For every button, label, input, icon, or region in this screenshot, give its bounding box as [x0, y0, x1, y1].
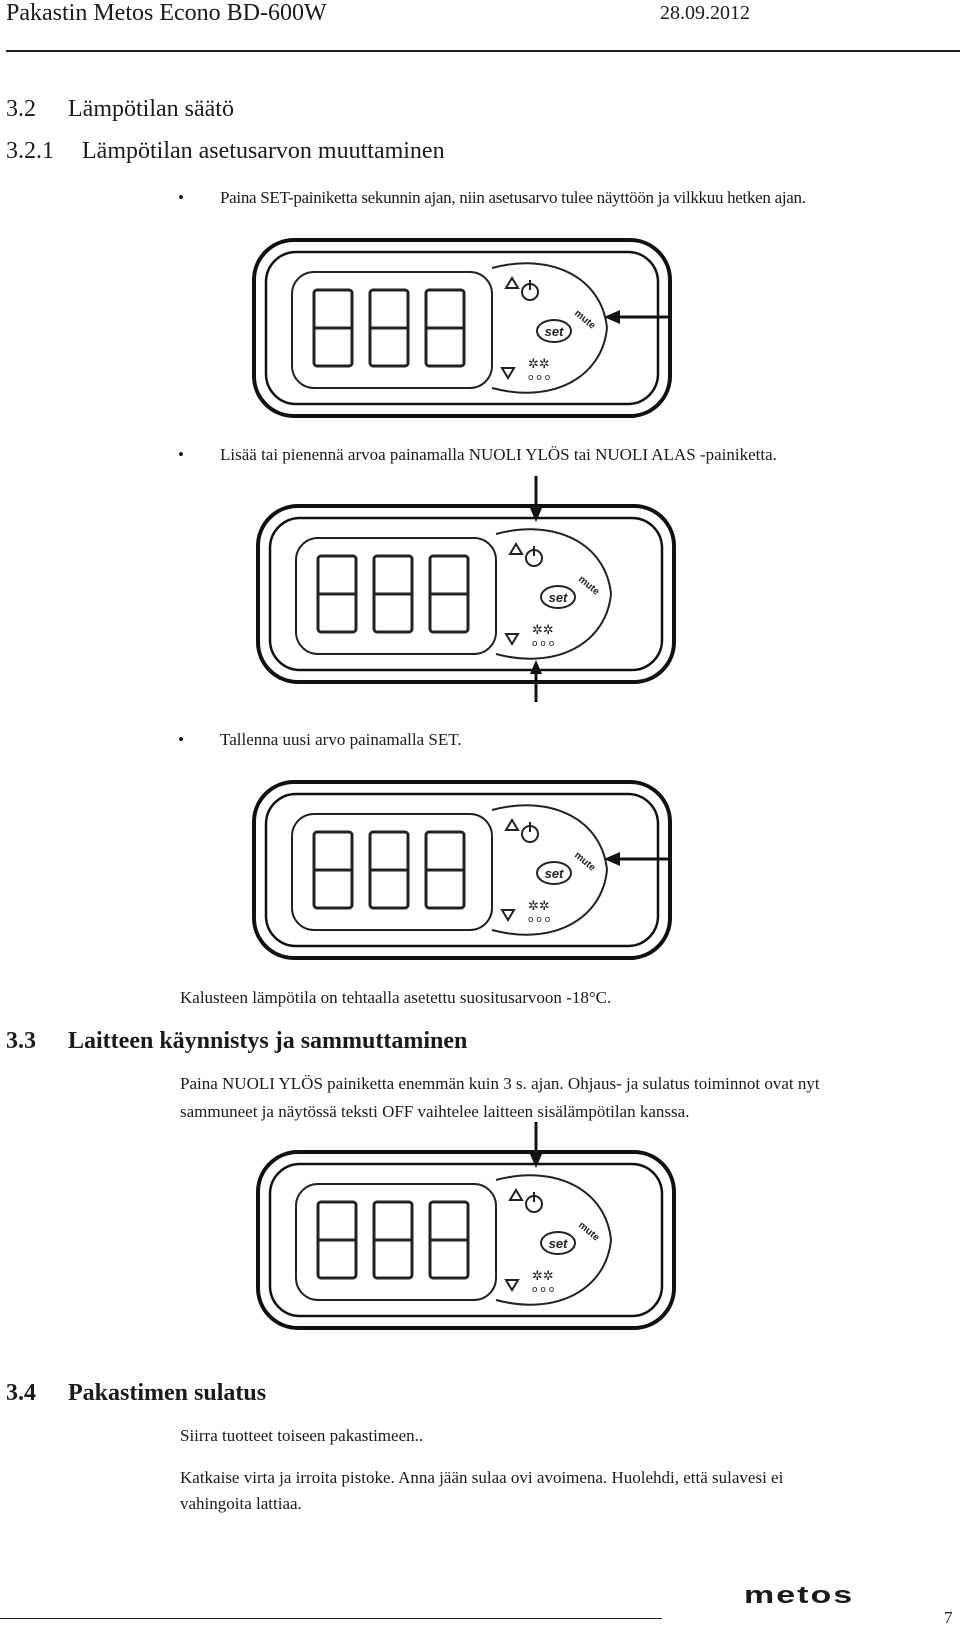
- section-3-2-1-heading: 3.2.1 Lämpötilan asetusarvon muuttaminen: [6, 138, 445, 164]
- section-3-3-paragraph-line-1: Paina NUOLI YLÖS painiketta enemmän kuin 3 s. ajan. Ohjaus- ja sulatus toiminnot ovat nyt: [180, 1074, 820, 1093]
- header-date: 28.09.2012: [660, 2, 750, 24]
- controller-panel-3: [252, 780, 692, 980]
- section-3-4-heading: 3.4 Pakastimen sulatus: [6, 1380, 267, 1406]
- metos-logo: metos: [744, 1582, 855, 1609]
- header-divider: [6, 50, 960, 52]
- factory-setpoint-note: Kalusteen lämpötila on tehtaalla asetettu suositusarvoon -18°C.: [180, 988, 612, 1007]
- bullet-step-1: • Paina SET-painiketta sekunnin ajan, niin asetusarvo tulee näyttöön ja vilkkuu hetken ajan.: [178, 188, 806, 207]
- section-3-3-paragraph-line-2: sammuneet ja näytössä teksti OFF vaihtelee laitteen sisälämpötilan kanssa.: [180, 1102, 690, 1121]
- section-3-4-paragraph-2-line-1: Katkaise virta ja irroita pistoke. Anna jään sulaa ovi avoimena. Huolehdi, että sulavesi ei: [180, 1468, 784, 1487]
- section-3-2-heading: 3.2 Lämpötilan säätö: [6, 96, 234, 122]
- controller-panel-4: [256, 1120, 696, 1340]
- footer-divider: [0, 1618, 662, 1619]
- controller-panel-1: [252, 238, 692, 438]
- bullet-step-3: • Tallenna uusi arvo painamalla SET.: [178, 730, 462, 749]
- bullet-step-2: • Lisää tai pienennä arvoa painamalla NUOLI YLÖS tai NUOLI ALAS -painiketta.: [178, 445, 777, 464]
- header-title: Pakastin Metos Econo BD-600W: [6, 0, 327, 26]
- section-3-4-paragraph-2-line-2: vahingoita lattiaa.: [180, 1494, 302, 1513]
- section-3-3-heading: 3.3 Laitteen käynnistys ja sammuttaminen: [6, 1028, 468, 1054]
- section-3-4-paragraph-1: Siirra tuotteet toiseen pakastimeen..: [180, 1426, 424, 1445]
- controller-panel-2: [256, 474, 696, 704]
- page-number: 7: [944, 1608, 953, 1627]
